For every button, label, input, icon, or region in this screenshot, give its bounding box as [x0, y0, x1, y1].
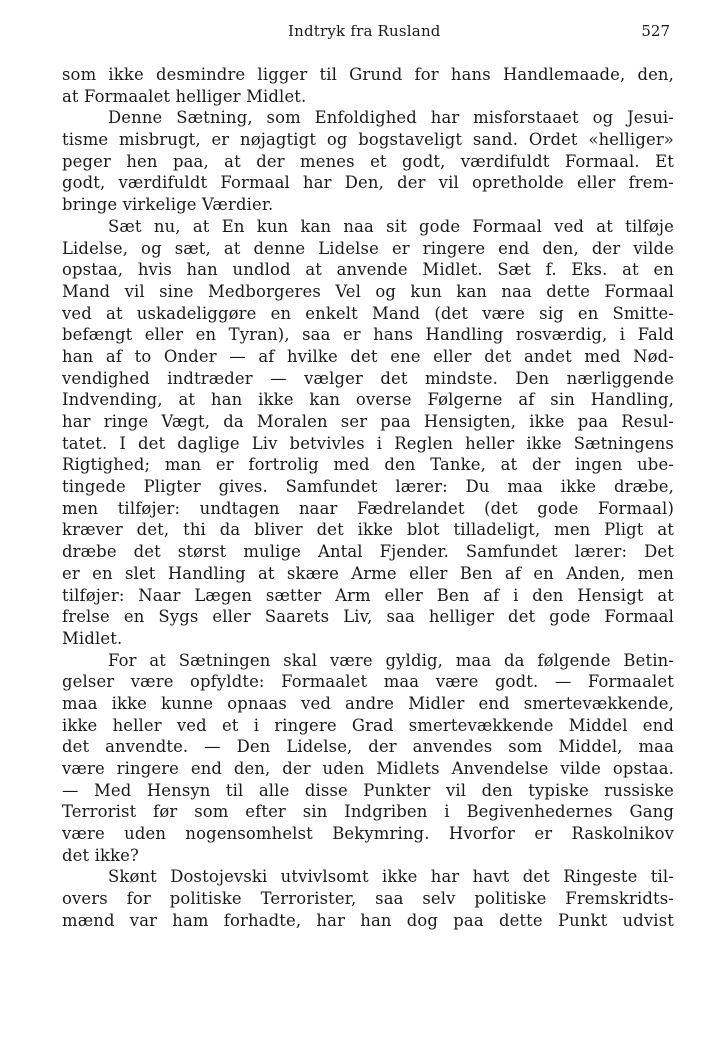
- text-line: tisme misbrugt, er nøjagtigt og bogstaveligt sand. Ordet «helliger»: [62, 130, 674, 150]
- page-number: 527: [641, 22, 670, 40]
- text-line: kræver det, thi da bliver det ikke blot tilladeligt, men Pligt at: [62, 520, 674, 540]
- text-line: være ringere end den, der uden Midlets Anvendelse vilde opstaa.: [62, 759, 674, 778]
- text-line: tatet. I det daglige Liv betvivles i Reglen heller ikke Sætningens: [62, 433, 674, 453]
- text-line: som ikke desmindre ligger til Grund for hans Handlemaade, den,: [62, 65, 674, 84]
- text-line: det ikke?: [62, 845, 139, 865]
- text-line: frelse en Sygs eller Saarets Liv, saa helliger det gode Formaal: [62, 607, 674, 627]
- text-line: peger hen paa, at der menes et godt, værdifuldt Formaal. Et: [62, 151, 674, 171]
- text-line: Midlet.: [62, 628, 123, 648]
- text-line: For at Sætningen skal være gyldig, maa da følgende Betin-: [108, 650, 674, 670]
- text-line: har ringe Vægt, da Moralen ser paa Hensigten, ikke paa Resul-: [62, 412, 674, 431]
- text-line: ikke heller ved et i ringere Grad smertevækkende Middel end: [62, 715, 674, 735]
- text-line: overs for politiske Terrorister, saa selv politiske Fremskridts-: [62, 889, 674, 909]
- text-line: tingede Pligter gives. Samfundet lærer: Du maa ikke dræbe,: [62, 477, 674, 497]
- text-line: Lidelse, og sæt, at denne Lidelse er ringere end den, der vilde: [62, 238, 674, 258]
- text-line: tilføjer: Naar Lægen sætter Arm eller Ben af i den Hensigt at: [62, 585, 674, 605]
- text-line: er en slet Handling at skære Arme eller Ben af en Anden, men: [62, 563, 674, 583]
- text-line: mænd var ham forhadte, har han dog paa dette Punkt udvist: [62, 910, 674, 930]
- text-line: gelser være opfyldte: Formaalet maa være godt. — Formaalet: [62, 672, 674, 692]
- text-line: dræbe det størst mulige Antal Fjender. Samfundet lærer: Det: [62, 542, 674, 562]
- text-line: men tilføjer: undtagen naar Fædrelandet (det gode Formaal): [62, 498, 674, 518]
- body-text: [62, 64, 674, 932]
- running-head: [62, 0, 674, 42]
- text-line: Rigtighed; man er fortrolig med den Tanke, at der ingen ube-: [62, 455, 674, 475]
- text-line: Skønt Dostojevski utvivlsomt ikke har havt det Ringeste til-: [108, 867, 674, 887]
- text-line: bringe virkelige Værdier.: [62, 195, 274, 215]
- text-line: vendighed indtræder — vælger det mindste. Den nærliggende: [62, 368, 674, 388]
- text-line: godt, værdifuldt Formaal har Den, der vil opretholde eller frem-: [62, 173, 674, 193]
- text-line: han af to Onder — af hvilke det ene eller det andet med Nød-: [62, 346, 674, 366]
- running-head-title: Indtryk fra Rusland: [288, 22, 441, 40]
- text-line: opstaa, hvis han undlod at anvende Midlet. Sæt f. Eks. at en: [62, 260, 674, 280]
- text-line: Sæt nu, at En kun kan naa sit gode Formaal ved at tilføje: [108, 216, 674, 236]
- text-line: — Med Hensyn til alle disse Punkter vil den typiske russiske: [62, 780, 674, 800]
- text-line: Terrorist før som efter sin Indgriben i Begivenhedernes Gang: [62, 802, 674, 822]
- text-line: Denne Sætning, som Enfoldighed har misforstaaet og Jesui-: [108, 108, 674, 128]
- text-line: at Formaalet helliger Midlet.: [62, 86, 307, 106]
- text-line: befængt eller en Tyran), saa er hans Handling rosværdig, i Fald: [62, 325, 674, 345]
- book-page: [62, 0, 674, 930]
- text-line: være uden nogensomhelst Bekymring. Hvorfor er Raskolnikov: [62, 824, 674, 844]
- text-line: maa ikke kunne opnaas ved andre Midler end smertevækkende,: [62, 693, 674, 713]
- text-line: ved at uskadeliggøre en enkelt Mand (det være sig en Smitte-: [62, 303, 674, 323]
- text-line: Indvending, at han ikke kan overse Følgerne af sin Handling,: [62, 390, 674, 410]
- text-line: det anvendte. — Den Lidelse, der anvendes som Middel, maa: [62, 737, 674, 757]
- text-line: Mand vil sine Medborgeres Vel og kun kan naa dette Formaal: [62, 281, 674, 301]
